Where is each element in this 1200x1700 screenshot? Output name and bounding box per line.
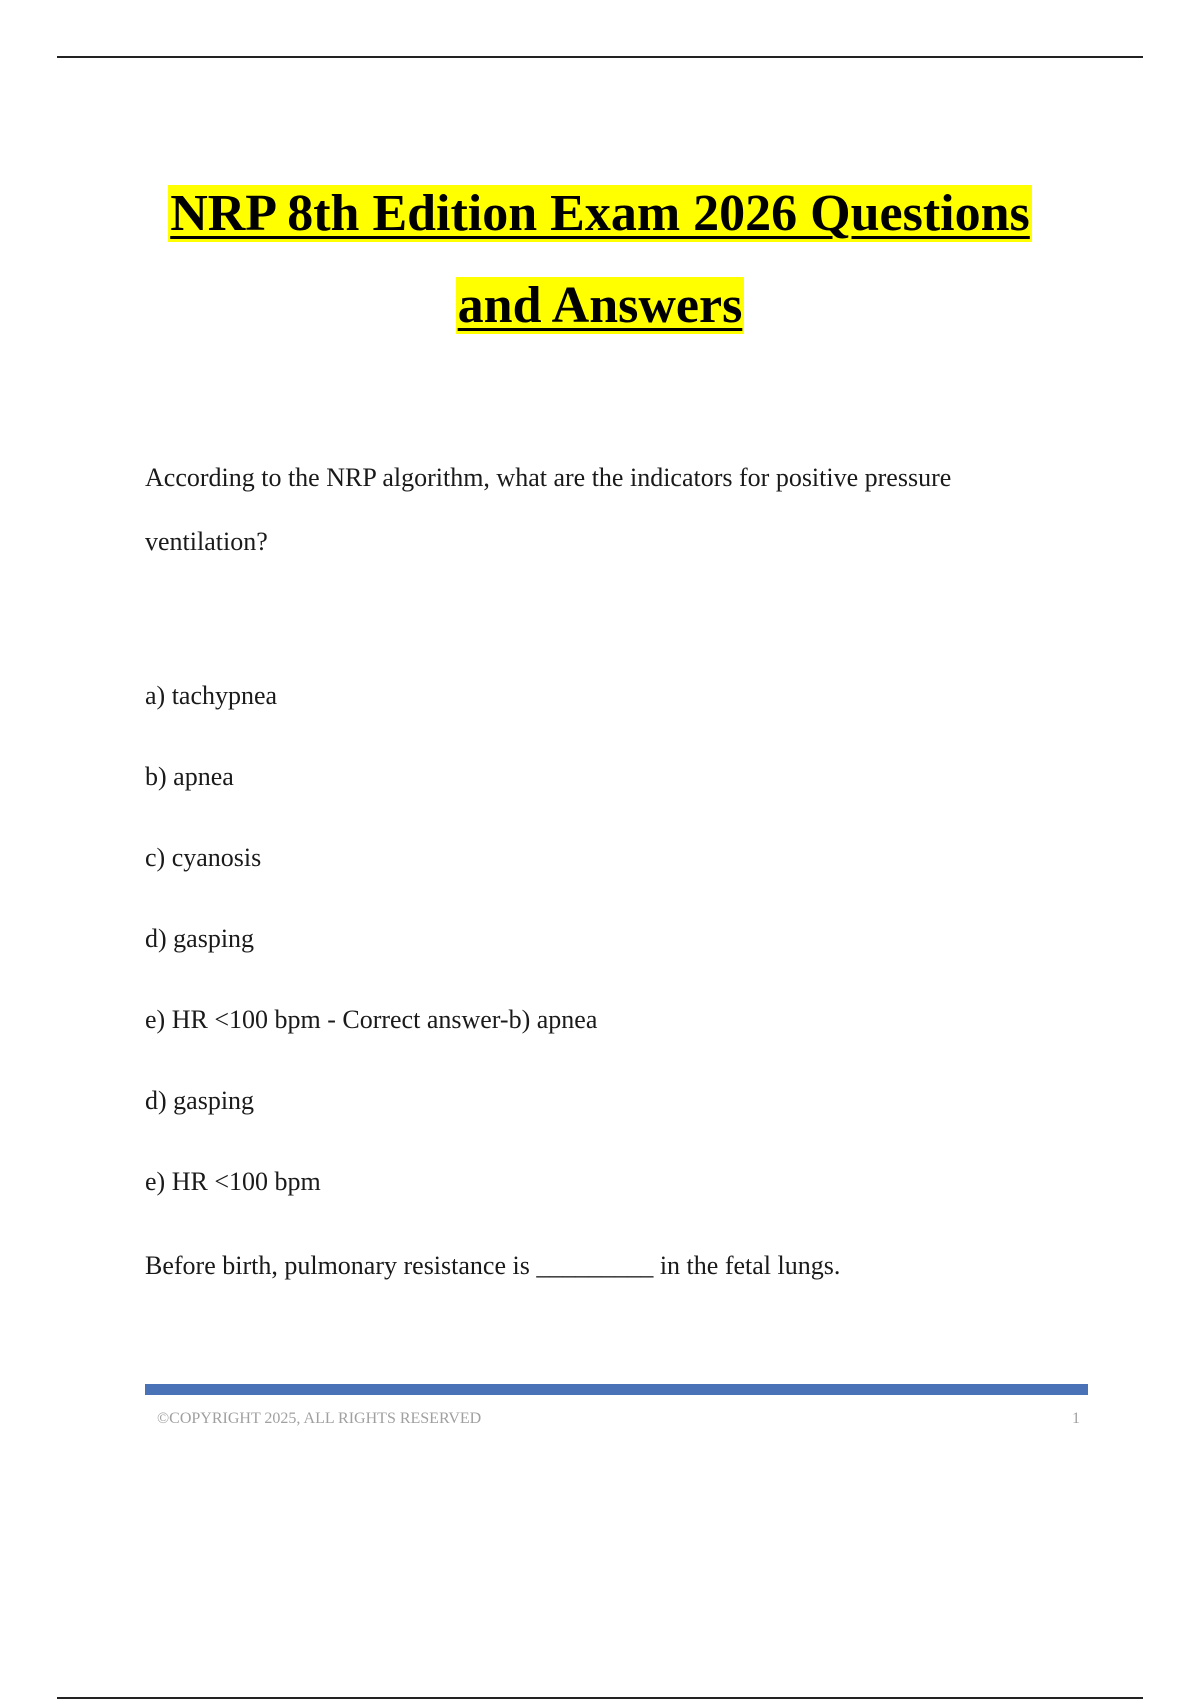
title-line-2: and Answers [457,277,743,334]
top-rule [57,56,1143,58]
footer-copyright: ©COPYRIGHT 2025, ALL RIGHTS RESERVED [157,1410,482,1427]
option-item: d) gasping [145,924,255,953]
page-title [0,168,1200,352]
option-item: e) HR <100 bpm - Correct answer-b) apnea [145,1005,598,1034]
option-item: d) gasping [145,1086,255,1115]
option-item: e) HR <100 bpm [145,1167,321,1196]
footer-bar [145,1384,1088,1395]
option-item: a) tachypnea [145,681,278,710]
page-number: 1 [1072,1410,1080,1427]
bottom-rule [57,1697,1143,1699]
title-line-1: NRP 8th Edition Exam 2026 Questions [170,185,1030,242]
answer-options-list [145,672,1065,1239]
question-1-text: According to the NRP algorithm, what are the indicators for positive pressure ventilation? [145,463,952,556]
option-item: c) cyanosis [145,843,262,872]
option-item: b) apnea [145,762,234,791]
question-2-text: Before birth, pulmonary resistance is _________ in the fetal lungs. [145,1251,841,1280]
